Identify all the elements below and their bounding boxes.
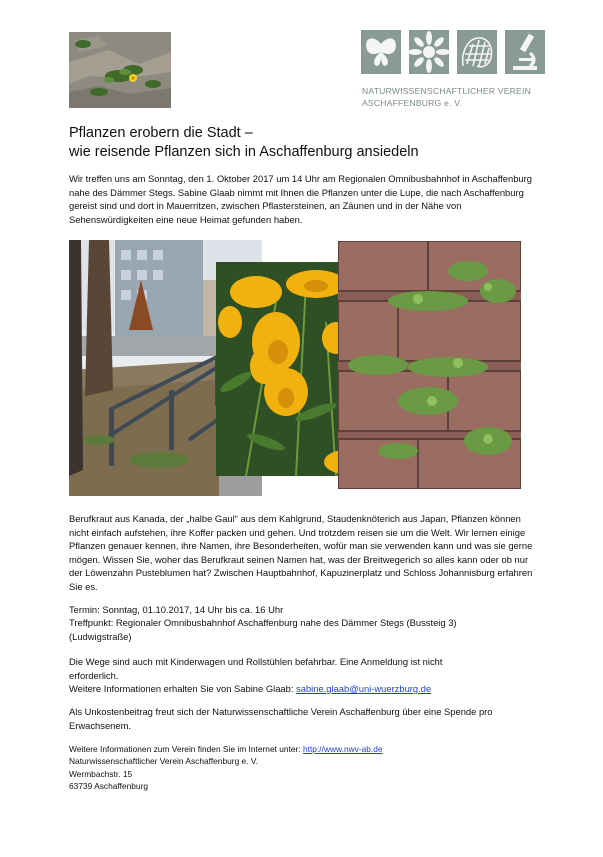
microscope-icon (505, 30, 545, 74)
accessibility-note: Die Wege sind auch mit Kinderwagen und Rollstühlen befahrbar. Eine Anmeldung ist nicht erforderlich. (69, 656, 443, 681)
footer-web-prefix: Weitere Informationen zum Verein finden Sie im Internet unter: (69, 744, 303, 754)
contact-info-prefix: Weitere Informationen erhalten Sie von Sabine Glaab: (69, 683, 297, 694)
club-name-line2: ASCHAFFENBURG e. V. (362, 98, 462, 108)
butterfly-icon (361, 30, 401, 74)
termin: Termin: Sonntag, 01.10.2017, 14 Uhr bis ca. 16 Uhr (69, 604, 284, 615)
contact-email-link[interactable]: sabine.glaab@uni-wuerzburg.de (296, 683, 432, 694)
footer-street: Wermbachstr. 15 (69, 768, 133, 779)
club-website-link[interactable]: http://www.nwv-ab.de (303, 744, 383, 754)
footer-web (69, 743, 539, 755)
title-line1: Pflanzen erobern die Stadt – (69, 125, 253, 141)
intro-paragraph: Wir treffen uns am Sonntag, den 1. Oktober 2017 um 14 Uhr am Regionalen Omnibusbahnhof in Aschaffenburg nahe des Dämmer Stegs. Sabine Glaab nimmt mit Ihnen die Pflanzen unter die Lupe, die nach Aschaffenburg gereist sind und dort in Mauerritzen, zwischen Pflastersteinen, an Zäunen und in der Nähe von Sehenswürdigkeiten eine neue Heimat gefunden haben. (69, 173, 532, 225)
title-line2: wie reisende Pflanzen sich in Aschaffenburg ansiedeln (69, 144, 419, 160)
footer-org: Naturwissenschaftlicher Verein Aschaffenburg e. V. (69, 756, 259, 767)
pavement-plant-photo (69, 32, 171, 108)
donation-note: Als Unkostenbeitrag freut sich der Naturwissenschaftliche Verein Aschaffenburg über eine Spende pro Erwachsenem. (69, 706, 493, 731)
shell-icon (457, 30, 497, 74)
club-logo (361, 30, 545, 74)
flower-icon (409, 30, 449, 74)
body-paragraph: Berufkraut aus Kanada, der „halbe Gaul“ aus dem Kahlgrund, Staudenknöterich aus Japan, Pflanzen können nicht einfach aufstehen, ihre Koffer packen und gehen. Und trotzdem reisen sie um die Welt. Wir lernen einige Pflanzen genauer kennen, ihre Namen, ihre Besonderheiten, wofür man sie verwenden kann und was sie gerne mögen. Wissen Sie, woher das Berufkraut seinen Namen hat, was der Breitwegerich so alles kann oder ob nur der Löwenzahn Pusteblumen hat? Zwischen Hauptbahnhof, Kapuzinerplatz und Schloss Johannisburg erfahren Sie es. (69, 513, 533, 592)
footer-city: 63739 Aschaffenburg (69, 781, 149, 792)
page-title (69, 124, 549, 162)
club-name-line1: NATURWISSENSCHAFTLICHER VEREIN (362, 86, 531, 96)
footer (69, 743, 539, 793)
wall-plants-photo (338, 241, 521, 489)
contact-info (69, 682, 549, 696)
treffpunkt: Treffpunkt: Regionaler Omnibusbahnhof Aschaffenburg nahe des Dämmer Stegs (Bussteig 3) (Ludwigstraße) (69, 617, 457, 642)
